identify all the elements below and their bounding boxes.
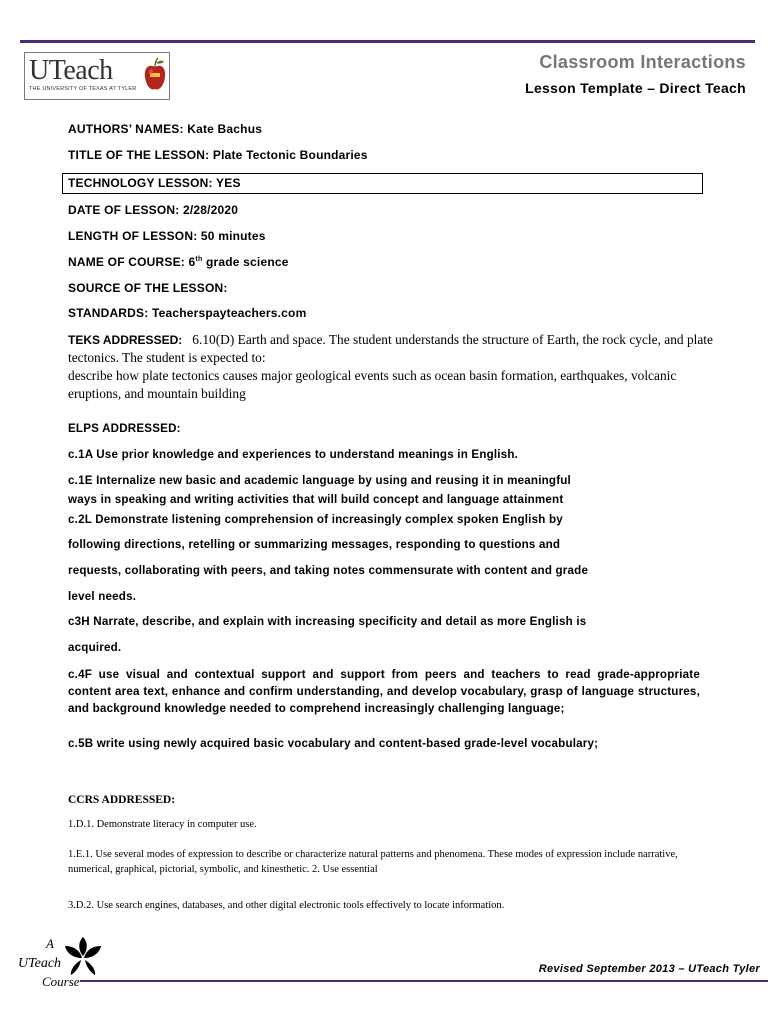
elps-c2l-line1: c.2L Demonstrate listening comprehension of increasingly complex spoken English by xyxy=(68,513,563,526)
elps-c3h-line2: acquired. xyxy=(68,641,122,654)
elps-c2l-line3: requests, collaborating with peers, and taking notes commensurate with content and grade xyxy=(68,564,589,577)
date-field: DATE OF LESSON: 2/28/2020 xyxy=(68,203,239,217)
logo-wordmark: UTeach xyxy=(29,55,113,86)
uteach-logo xyxy=(24,52,170,100)
technology-text: TECHNOLOGY LESSON: YES xyxy=(68,176,241,190)
elps-c4f: c.4F use visual and contextual support and support from peers and teachers to read grade-appropriate content area text, enhance and confirm understanding, and develop vocabulary, grasp of language structures, and background knowledge needed to comprehend increasingly challenging language; xyxy=(68,668,700,715)
authors-field: AUTHORS’ NAMES: Kate Bachus xyxy=(68,122,263,136)
course-sup: th xyxy=(195,256,203,263)
ccrs-heading: CCRS ADDRESSED: xyxy=(68,794,176,806)
course-logo-a: A xyxy=(46,936,54,951)
elps-c1e-line1: c.1E Internalize new basic and academic language by using and reusing it in meaningful xyxy=(68,474,571,487)
course-field xyxy=(68,255,289,269)
course-logo-uteach: UTeach xyxy=(18,956,62,971)
teks-section xyxy=(68,331,718,403)
length-field: LENGTH OF LESSON: 50 minutes xyxy=(68,229,266,243)
uteach-course-logo xyxy=(18,936,108,992)
ccrs-item-1: 1.D.1. Demonstrate literacy in computer use. xyxy=(68,819,257,830)
course-suffix: grade science xyxy=(202,255,289,269)
elps-heading: ELPS ADDRESSED: xyxy=(68,422,181,435)
course-prefix: NAME OF COURSE: 6 xyxy=(68,255,196,269)
leaf-icon xyxy=(64,936,102,976)
footer-rule xyxy=(80,980,768,982)
ccrs-item-3: 3.D.2. Use search engines, databases, and other digital electronic tools effectively to locate information. xyxy=(68,900,505,911)
apple-icon xyxy=(144,57,166,93)
ccrs-item-2: 1.E.1. Use several modes of expression to describe or characterize natural patterns and phenomena. These modes of expression include narrative, numerical, graphical, pictorial, symbolic, and kinesthetic. 2. Use essential xyxy=(68,849,678,875)
teks-line1: 6.10(D) Earth and space. The student understands the structure of Earth, the rock cycle, and plate tectonics. The student is expected to: xyxy=(68,332,713,365)
logo-subtext: THE UNIVERSITY OF TEXAS AT TYLER xyxy=(29,86,137,92)
revised-footer: Revised September 2013 – UTeach Tyler xyxy=(538,963,760,975)
elps-c1e-line2: ways in speaking and writing activities that will build concept and language attainment xyxy=(68,493,564,506)
teks-line2: describe how plate tectonics causes major geological events such as ocean basin formation, earthquakes, volcanic eruptions, and mountain building xyxy=(68,368,677,401)
elps-c1a: c.1A Use prior knowledge and experiences to understand meanings in English. xyxy=(68,448,519,461)
source-field: SOURCE OF THE LESSON: xyxy=(68,281,228,295)
teks-label: TEKS ADDRESSED: xyxy=(68,333,183,347)
header-title: Classroom Interactions xyxy=(539,52,746,72)
elps-c3h-line1: c3H Narrate, describe, and explain with increasing specificity and detail as more English is xyxy=(68,615,587,628)
course-logo-course: Course xyxy=(42,974,80,989)
header-rule xyxy=(20,40,755,43)
header-subtitle: Lesson Template – Direct Teach xyxy=(525,80,746,96)
elps-c2l-line4: level needs. xyxy=(68,590,137,603)
standards-field: STANDARDS: Teacherspayteachers.com xyxy=(68,306,307,320)
technology-field xyxy=(62,173,703,194)
elps-c2l-line2: following directions, retelling or summarizing messages, responding to questions and xyxy=(68,538,561,551)
lesson-title-field: TITLE OF THE LESSON: Plate Tectonic Boundaries xyxy=(68,148,368,162)
elps-c5b: c.5B write using newly acquired basic vocabulary and content-based grade-level vocabulary; xyxy=(68,737,599,750)
